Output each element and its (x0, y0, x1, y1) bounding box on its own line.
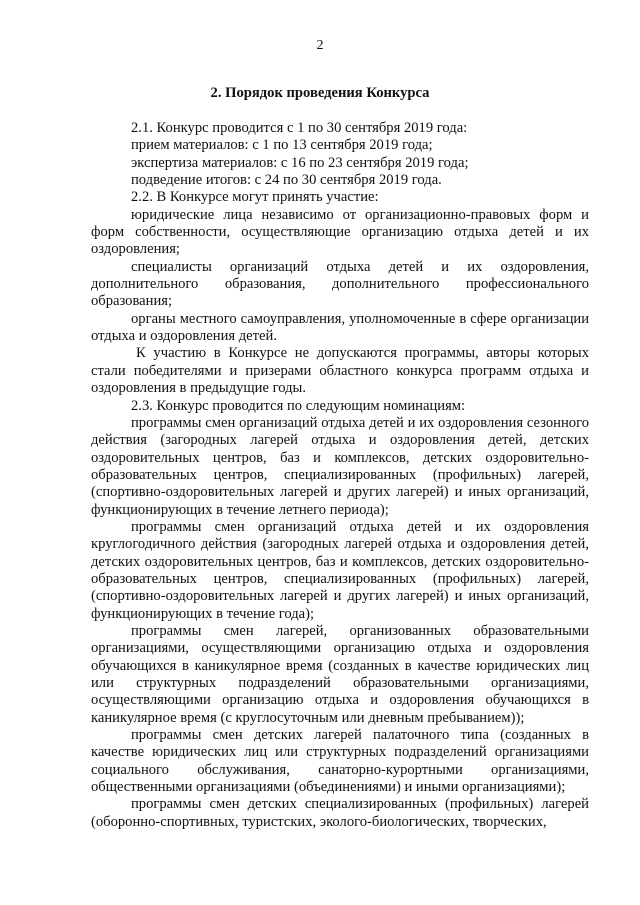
materials-review-line: экспертиза материалов: с 16 по 23 сентября 2019 года; (131, 154, 469, 171)
paragraph-2-2: 2.2. В Конкурсе могут принять участие: (131, 189, 379, 206)
paragraph-2-3: 2.3. Конкурс проводится по следующим номинациям: (131, 397, 466, 414)
section-title: 2. Порядок проведения Конкурса (210, 85, 430, 101)
document-body (91, 120, 589, 831)
participant-legal-entities: юридические лица независимо от организационно-правовых форм и форм собственности, осуществляющие организацию отдыха детей и их оздоровления; (91, 206, 589, 258)
nomination-specialized-camps: программы смен детских специализированных (профильных) лагерей (оборонно-спортивных, туристских, эколого-биологических, творческих, (91, 796, 589, 830)
nomination-tent-camps: программы смен детских лагерей палаточного типа (созданных в качестве юридических лиц или структурных подразделений организациями социального обслуживания, санаторно-курортными организациями, общественными организациями (объединениями) и иными организациями); (91, 727, 589, 796)
results-line: подведение итогов: с 24 по 30 сентября 2019 года. (131, 172, 442, 189)
page-number: 2 (316, 38, 324, 53)
nomination-year-round: программы смен организаций отдыха детей и их оздоровления круглогодичного действия (загородных лагерей отдыха и оздоровления детей, детских оздоровительных центров, баз и комплексов, детских оздоровительно-образовательных центров, специализированных (профильных) лагерей, (спортивно-оздоровительных лагерей и других лагерей) и иных организаций, функционирующих в течение года); (91, 518, 589, 622)
nomination-seasonal: программы смен организаций отдыха детей и их оздоровления сезонного действия (загородных лагерей отдыха и оздоровления детей, детских оздоровительных центров, баз и комплексов, детских оздоровительно-образовательных центров, специализированных (профильных) лагерей, (спортивно-оздоровительных лагерей и других лагерей) и иных организаций, функционирующих в течение летнего периода); (91, 414, 589, 518)
participant-local-government: органы местного самоуправления, уполномоченные в сфере организации отдыха и оздоровления детей. (91, 310, 589, 345)
materials-intake-line: прием материалов: с 1 по 13 сентября 2019 года; (131, 137, 433, 154)
exclusion-paragraph: К участию в Конкурсе не допускаются программы, авторы которых стали победителями и призерами областного конкурса программ отдыха и оздоровления в предыдущие годы. (91, 345, 589, 397)
paragraph-2-1: 2.1. Конкурс проводится с 1 по 30 сентября 2019 года: (131, 120, 468, 136)
participant-specialists: специалисты организаций отдыха детей и их оздоровления, дополнительного образования, дополнительного профессионального образования; (91, 258, 589, 310)
nomination-school-camps: программы смен лагерей, организованных образовательными организациями, осуществляющими организацию отдыха и оздоровления обучающихся в каникулярное время (созданных в качестве юридических лиц или структурных подразделений образовательными организациями, осуществляющими организацию отдыха и оздоровления обучающихся в каникулярное время (с круглосуточным или дневным пребыванием)); (91, 622, 589, 726)
